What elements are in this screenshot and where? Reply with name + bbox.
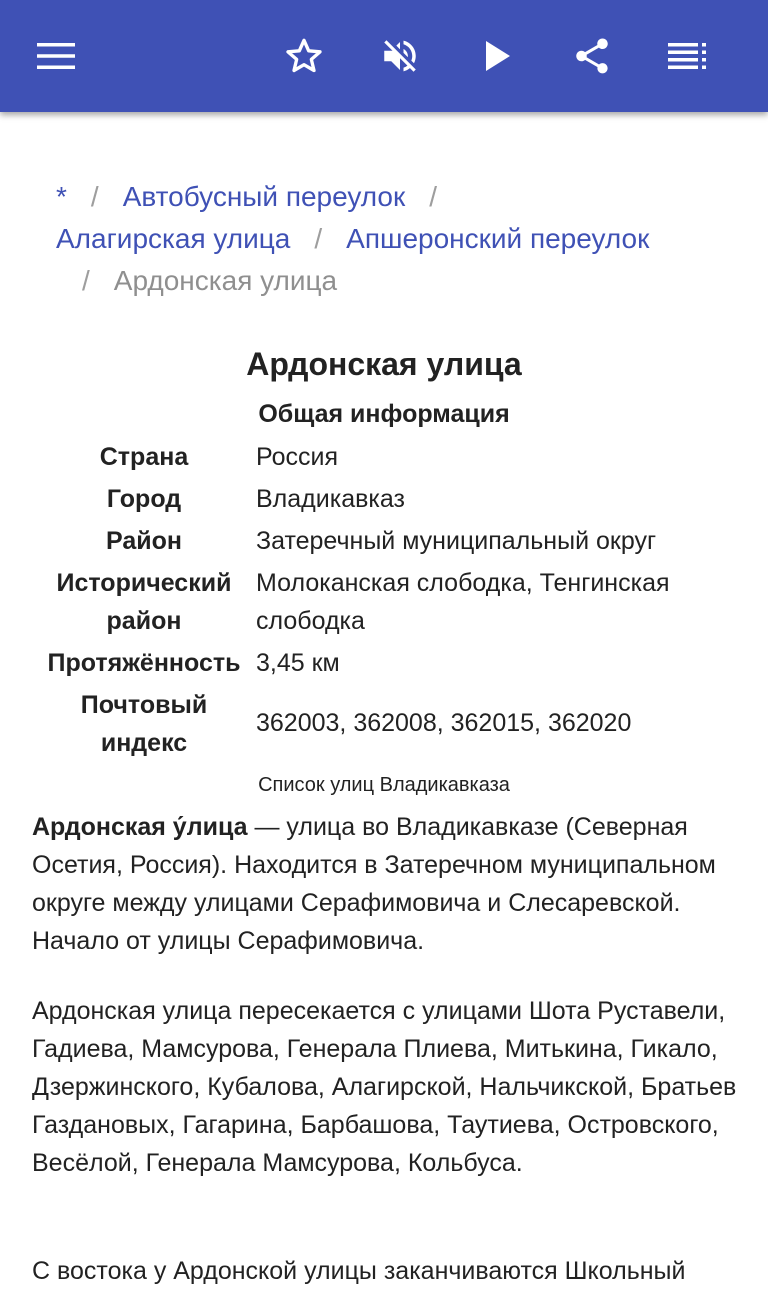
infobox-label: Протяжённость [47,649,241,677]
infobox-caption[interactable]: Список улиц Владикавказа [258,774,510,796]
infobox-label: Район [106,527,182,555]
article-lead-text: — улица во Владикавказе (Северная Осетия, Россия). Находится в Затеречном муниципальном округе между улицами Серафимовича и Слесаревской. Начало от улицы Серафимовича. [32,813,716,955]
mute-button[interactable] [375,31,425,81]
article-paragraph-3: С востока у Ардонской улицы заканчиваются Школьный [32,1257,686,1285]
share-button[interactable] [567,31,617,81]
infobox-label: Исторический район [56,569,232,635]
breadcrumb [56,176,736,302]
infobox-title: Ардонская улица [246,346,522,382]
playlist-icon [668,42,708,70]
breadcrumb-item-home[interactable]: * [56,181,67,212]
play-button[interactable] [473,31,523,81]
infobox-value[interactable]: Затеречный муниципальный округ [256,527,657,555]
volume-off-icon [379,35,421,77]
breadcrumb-item-current: Ардонская улица [113,265,338,296]
breadcrumb-separator: / [82,265,90,296]
infobox-value[interactable]: Молоканская слободка, Тенгинская слободка [256,569,670,635]
breadcrumb-line-1 [56,176,736,218]
menu-button[interactable] [31,31,81,81]
article-paragraph-1 [32,808,740,960]
breadcrumb-separator: / [429,181,438,212]
breadcrumb-separator: / [90,181,99,212]
favorite-button[interactable] [279,31,329,81]
app-toolbar [0,0,768,112]
breadcrumb-item-avtobusny[interactable]: Автобусный переулок [122,181,406,212]
contents-button[interactable] [663,31,713,81]
infobox-value[interactable]: Россия [256,443,338,471]
infobox-value[interactable]: Владикавказ [256,485,405,513]
breadcrumb-item-apsheronsky[interactable]: Апшеронский переулок [346,223,650,254]
infobox-value: 3,45 км [256,649,340,677]
play-icon [484,40,512,72]
breadcrumb-line-3 [56,260,736,302]
breadcrumb-separator: / [314,223,323,254]
star-icon [284,36,324,76]
infobox-value: 362003, 362008, 362015, 362020 [256,709,632,737]
menu-icon [37,42,75,70]
article-term: Ардонская у́лица [32,813,248,841]
article-paragraph-2: Ардонская улица пересекается с улицами Шота Руставели, Гадиева, Мамсурова, Генерала Плиева, Митькина, Гикало, Дзержинского, Кубалова, Алагирской, Нальчикской, Братьев Газдановых, Гагарина, Барбашова, Таутиева, Островского, Весёлой, Генерала Мамсурова, Кольбуса. [32,997,737,1177]
breadcrumb-item-alagirskaya[interactable]: Алагирская улица [56,223,291,254]
infobox-label: Почтовый индекс [80,691,208,757]
infobox-subtitle: Общая информация [258,400,510,428]
infobox-label: Город [106,485,182,513]
infobox-label: Страна [99,443,189,471]
share-icon [571,35,613,77]
breadcrumb-line-2 [56,218,736,260]
